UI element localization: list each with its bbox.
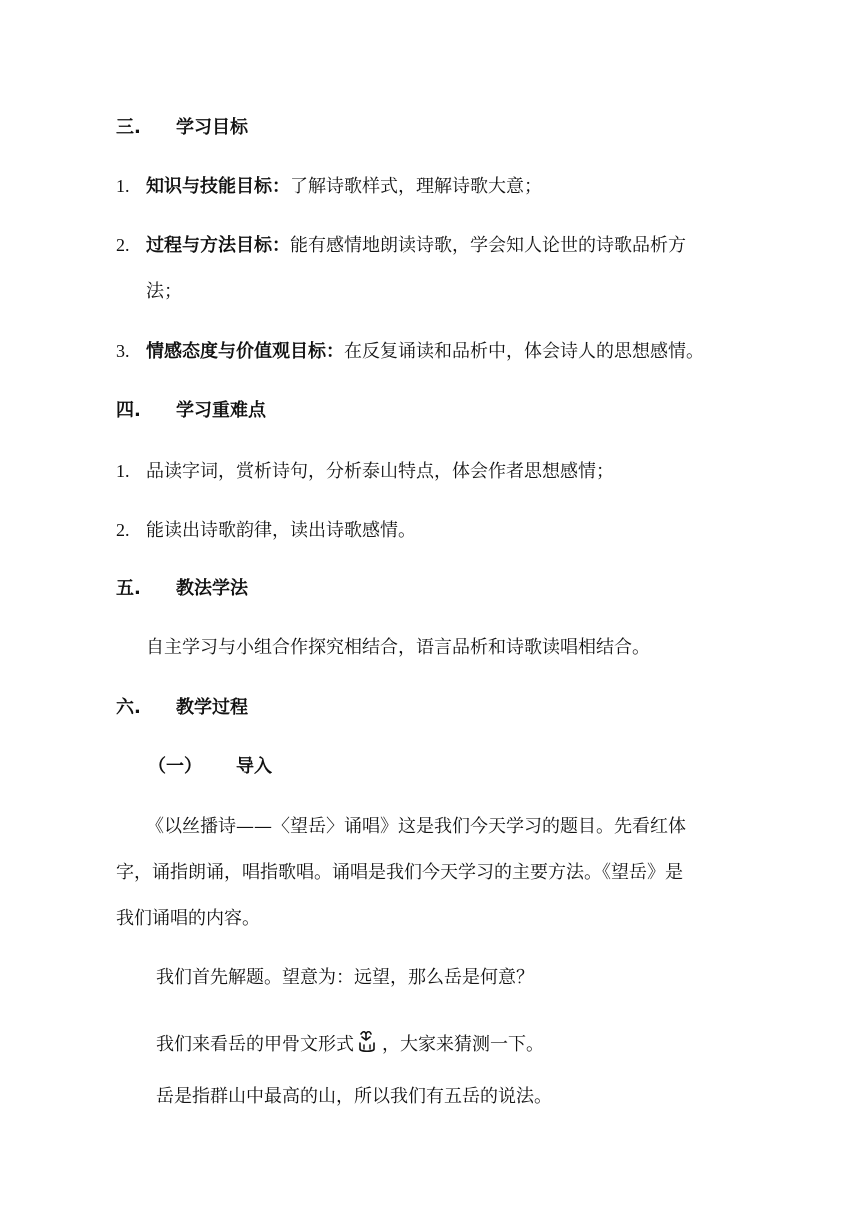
subsection-heading: [148, 756, 272, 778]
paragraph-2: 我们首先解题。望意为：远望，那么岳是何意？: [156, 967, 534, 988]
subsection-title: 导入: [236, 756, 272, 777]
item-label: 情感态度与价值观目标：: [146, 341, 344, 362]
item-text: 能有感情地朗读诗歌，学会知人论世的诗歌品析方: [290, 235, 686, 256]
paragraph-3: 我们来看岳的甲骨文形式 ，大家来猜测一下。: [156, 1030, 544, 1056]
section3-item-3: 3. 情感态度与价值观目标：在反复诵读和品析中，体会诗人的思想感情。: [116, 341, 704, 362]
item-text: 品读字词，赏析诗句，分析泰山特点，体会作者思想感情；: [146, 461, 614, 482]
item-text: 在反复诵读和品析中，体会诗人的思想感情。: [344, 341, 704, 362]
section6-heading: [116, 697, 248, 719]
subsection-number: （一）: [148, 756, 202, 777]
section4-item-2: 2. 能读出诗歌韵律，读出诗歌感情。: [116, 520, 416, 541]
section3-item-2-continuation: 法；: [146, 281, 182, 302]
section5-heading: [116, 578, 248, 600]
paragraph-1-line-2: 字，诵指朗诵，唱指歌唱。诵唱是我们今天学习的主要方法。《望岳》是: [116, 862, 683, 883]
section6-number: 六.: [116, 697, 141, 718]
section5-body: 自主学习与小组合作探究相结合，语言品析和诗歌读唱相结合。: [146, 637, 650, 658]
section3-item-2: 2. 过程与方法目标：能有感情地朗读诗歌，学会知人论世的诗歌品析方: [116, 235, 686, 256]
section3-item-1: 1. 知识与技能目标：了解诗歌样式，理解诗歌大意；: [116, 176, 542, 197]
item-label: 过程与方法目标：: [146, 235, 290, 256]
section5-number: 五.: [116, 578, 141, 599]
paragraph-1-line-3: 我们诵唱的内容。: [116, 908, 260, 929]
section4-heading: [116, 400, 266, 422]
item-text: 了解诗歌样式，理解诗歌大意；: [290, 176, 542, 197]
paragraph-1-line-1: 《以丝播诗——〈望岳〉诵唱》这是我们今天学习的题目。先看红体: [146, 816, 686, 837]
section3-title: 学习目标: [176, 117, 248, 138]
section6-title: 教学过程: [176, 697, 248, 718]
section4-number: 四.: [116, 400, 141, 421]
paragraph-4: 岳是指群山中最高的山，所以我们有五岳的说法。: [156, 1086, 552, 1107]
section3-heading: [116, 117, 248, 139]
section5-title: 教法学法: [176, 578, 248, 599]
section4-title: 学习重难点: [176, 400, 266, 421]
oracle-bone-glyph-icon: [356, 1030, 378, 1054]
section3-number: 三.: [116, 117, 141, 138]
item-label: 知识与技能目标：: [146, 176, 290, 197]
item-text: 能读出诗歌韵律，读出诗歌感情。: [146, 520, 416, 541]
section4-item-1: 1. 品读字词，赏析诗句，分析泰山特点，体会作者思想感情；: [116, 461, 614, 482]
